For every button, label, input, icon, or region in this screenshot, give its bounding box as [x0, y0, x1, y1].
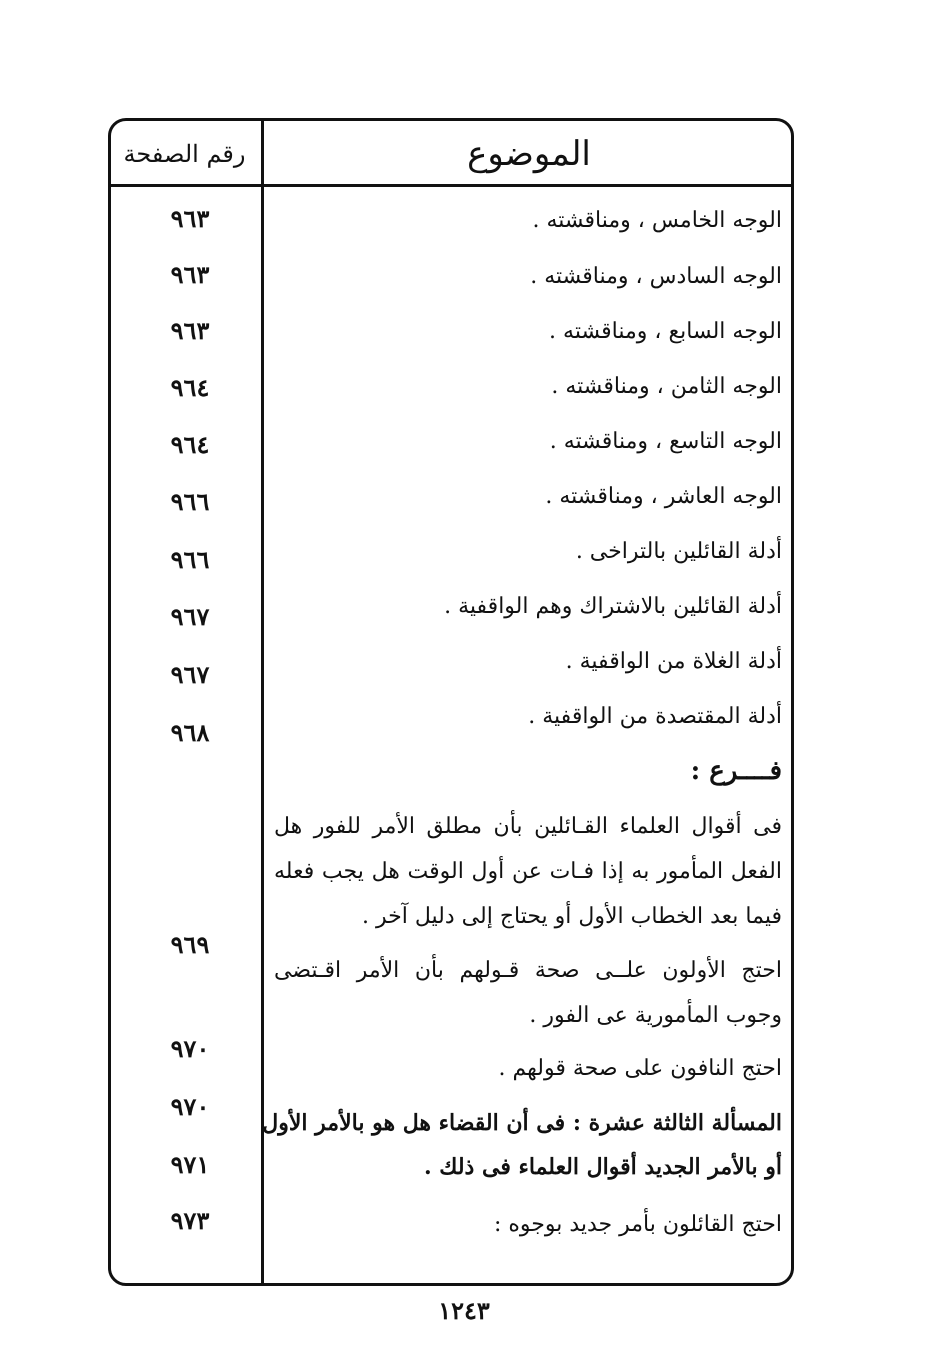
header-divider	[108, 184, 794, 187]
entry-text: الوجه السابع ، ومناقشته .	[549, 319, 782, 344]
entry-page: ٩٦٩	[170, 930, 210, 959]
entry-text: أدلة القائلين بالتراخى .	[575, 539, 782, 564]
entry-page: ٩٦٤	[170, 373, 210, 402]
section-heading: فــــرع :	[690, 756, 782, 786]
entry-page: ٩٦٧	[170, 602, 210, 631]
entry-page: ٩٦٣	[170, 260, 210, 289]
paragraph-line: أو بالأمر الجديد أقوال العلماء فى ذلك .	[423, 1154, 782, 1180]
entry-page: ٩٧٠	[170, 1092, 210, 1121]
topic-column-header: الموضوع	[467, 134, 591, 174]
paragraph-line: الفعل المأمور به إذا فـات عن أول الوقت هل يجب فعله	[274, 859, 782, 884]
paragraph-line: احتج الأولون علــى صحة قـولهم بأن الأمر اقـتضى	[274, 958, 782, 983]
page-number: ١٢٤٣	[438, 1296, 490, 1325]
paragraph-line: المسألة الثالثة عشرة : فى أن القضاء هل هو بالأمر الأول	[262, 1110, 782, 1136]
paragraph-line: فى أقوال العلماء القـائلين بأن مطلق الأمر للفور هل	[274, 814, 782, 839]
entry-page: ٩٦٣	[170, 204, 210, 233]
entry-page: ٩٦٧	[170, 660, 210, 689]
entry-page: ٩٦٤	[170, 430, 210, 459]
entry-page: ٩٦٦	[170, 487, 210, 516]
entry-page: ٩٦٣	[170, 316, 210, 345]
paragraph-line: احتج القائلون بأمر جديد بوجوه :	[493, 1212, 782, 1237]
entry-text: الوجه السادس ، ومناقشته .	[530, 264, 782, 289]
page-column-header: رقم الصفحة	[123, 140, 246, 168]
entry-page: ٩٧٠	[170, 1034, 210, 1063]
entry-page: ٩٧١	[170, 1150, 210, 1179]
entry-text: الوجه التاسع ، ومناقشته .	[549, 429, 782, 454]
paragraph-line: احتج النافون على صحة قولهم .	[498, 1056, 782, 1081]
paragraph-line: فيما بعد الخطاب الأول أو يحتاج إلى دليل آخر .	[362, 904, 782, 929]
entry-page: ٩٧٣	[170, 1206, 210, 1235]
entry-text: الوجه العاشر ، ومناقشته .	[545, 484, 782, 509]
entry-text: الوجه الثامن ، ومناقشته .	[551, 374, 782, 399]
entry-text: أدلة الغلاة من الواقفية .	[565, 649, 782, 674]
entry-text: الوجه الخامس ، ومناقشته .	[532, 208, 782, 233]
entry-text: أدلة القائلين بالاشتراك وهم الواقفية .	[444, 594, 782, 619]
entry-page: ٩٦٨	[170, 718, 210, 747]
entry-page: ٩٦٦	[170, 545, 210, 574]
paragraph-line: وجوب المأمورية عى الفور .	[529, 1003, 782, 1028]
entry-text: أدلة المقتصدة من الواقفية .	[528, 704, 782, 729]
